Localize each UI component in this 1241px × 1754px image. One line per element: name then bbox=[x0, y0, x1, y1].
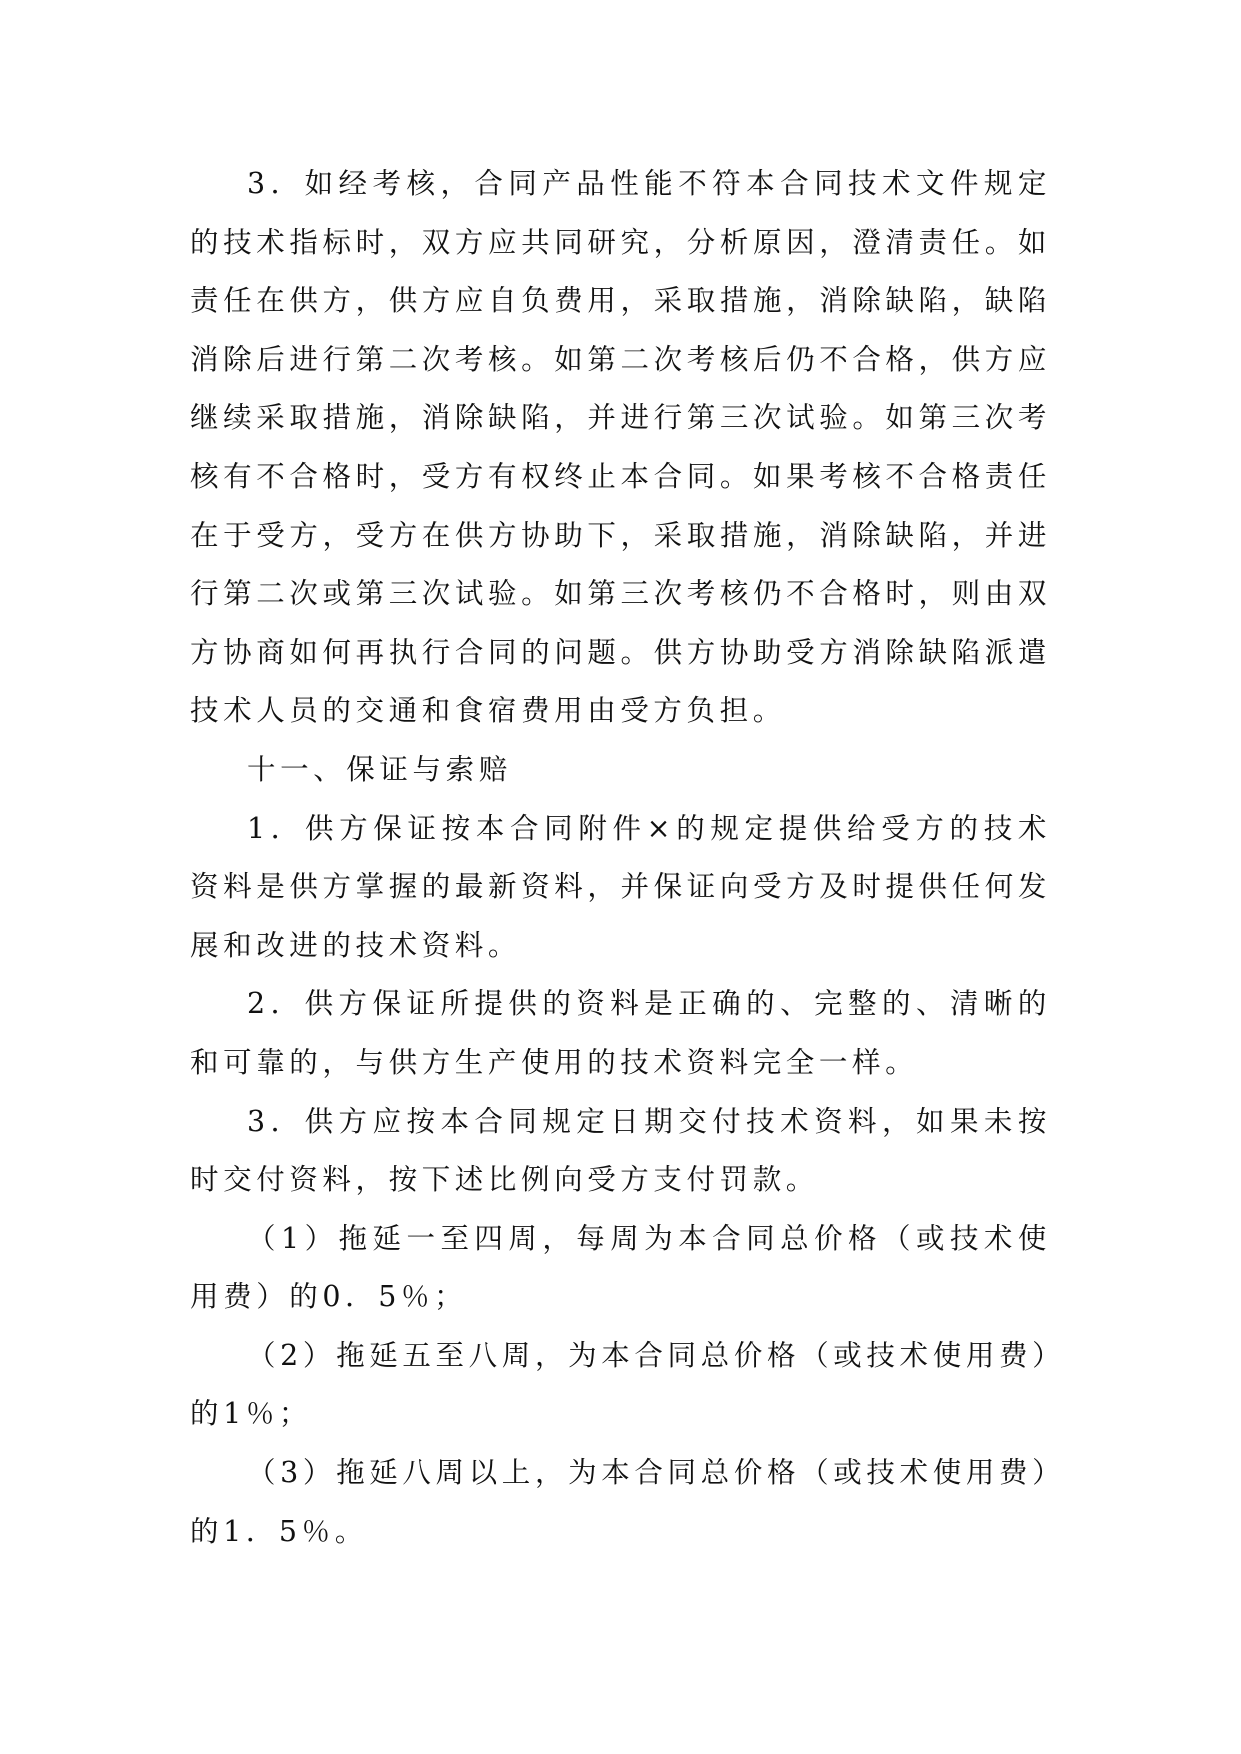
paragraph-guarantee-clause-1: 1．供方保证按本合同附件×的规定提供给受方的技术资料是供方掌握的最新资料，并保证向受方及时提供任何发展和改进的技术资料。 bbox=[190, 811, 1051, 962]
paragraph-acceptance-test-clause-3: 3．如经考核，合同产品性能不符本合同技术文件规定的技术指标时，双方应共同研究，分析原因，澄清责任。如责任在供方，供方应自负费用，采取措施，消除缺陷，缺陷消除后进行第二次考核。如第二次考核后仍不合格，供方应继续采取措施，消除缺陷，并进行第三次试验。如第三次考核有不合格时，受方有权终止本合同。如果考核不合格责任在于受方，受方在供方协助下，采取措施，消除缺陷，并进行第二次或第三次试验。如第三次考核仍不合格时，则由双方协商如何再执行合同的问题。供方协助受方消除缺陷派遣技术人员的交通和食宿费用由受方负担。 bbox=[190, 167, 1051, 728]
document-body bbox=[190, 155, 1051, 1561]
paragraph-guarantee-clause-3: 3．供方应按本合同规定日期交付技术资料，如果未按时交付资料，按下述比例向受方支付罚款。 bbox=[190, 1104, 1051, 1197]
paragraph-penalty-item-3: （3）拖延八周以上，为本合同总价格（或技术使用费）的1．5％。 bbox=[190, 1456, 1051, 1548]
paragraph-penalty-item-1: （1）拖延一至四周，每周为本合同总价格（或技术使用费）的0．5％； bbox=[190, 1221, 1051, 1314]
paragraph-penalty-item-2: （2）拖延五至八周，为本合同总价格（或技术使用费）的1％； bbox=[190, 1338, 1051, 1431]
paragraph-guarantee-clause-2: 2．供方保证所提供的资料是正确的、完整的、清晰的和可靠的，与供方生产使用的技术资料完全一样。 bbox=[190, 987, 1051, 1079]
section-heading-guarantee-and-claims: 十一、保证与索赔 bbox=[247, 752, 512, 786]
